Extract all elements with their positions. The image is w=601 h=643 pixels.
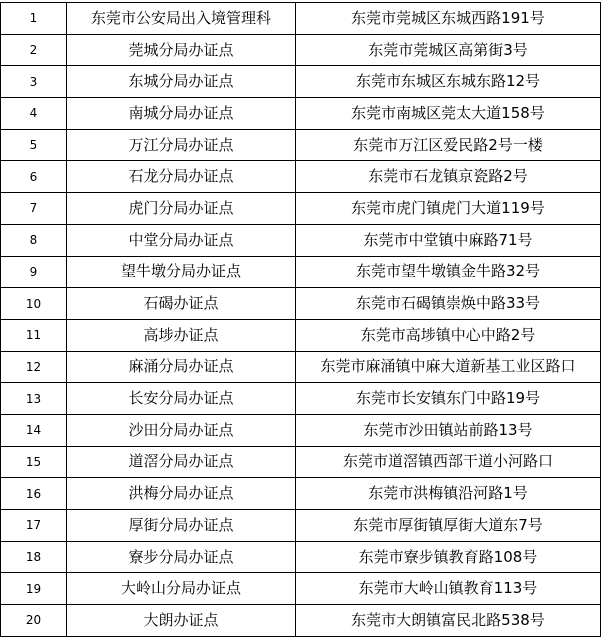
office-address-cell: 东莞市南城区莞太大道158号 (296, 98, 601, 130)
office-name-cell: 虎门分局办证点 (67, 193, 296, 225)
office-address-cell: 东莞市望牛墩镇金牛路32号 (296, 256, 601, 288)
office-address-cell: 东莞市万江区爱民路2号一楼 (296, 129, 601, 161)
row-number-cell: 4 (1, 98, 67, 130)
table-row (1, 3, 601, 35)
office-address-cell: 东莞市大朗镇富民北路538号 (296, 605, 601, 637)
row-number-cell: 12 (1, 351, 67, 383)
table-row (1, 288, 601, 320)
row-number-cell: 10 (1, 288, 67, 320)
row-number-cell: 1 (1, 3, 67, 35)
row-number-cell: 5 (1, 129, 67, 161)
row-number-cell: 6 (1, 161, 67, 193)
row-number-cell: 13 (1, 383, 67, 415)
office-name-cell: 大岭山分局办证点 (67, 573, 296, 605)
table-row (1, 478, 601, 510)
row-number-cell: 15 (1, 446, 67, 478)
row-number-cell: 2 (1, 34, 67, 66)
office-name-cell: 莞城分局办证点 (67, 34, 296, 66)
office-name-cell: 石碣办证点 (67, 288, 296, 320)
office-address-cell: 东莞市麻涌镇中麻大道新基工业区路口 (296, 351, 601, 383)
row-number-cell: 3 (1, 66, 67, 98)
office-name-cell: 中堂分局办证点 (67, 224, 296, 256)
office-name-cell: 麻涌分局办证点 (67, 351, 296, 383)
row-number-cell: 17 (1, 510, 67, 542)
table-row (1, 161, 601, 193)
table-row (1, 256, 601, 288)
office-name-cell: 高埗办证点 (67, 319, 296, 351)
table-row (1, 605, 601, 637)
row-number-cell: 8 (1, 224, 67, 256)
office-name-cell: 南城分局办证点 (67, 98, 296, 130)
table-row (1, 34, 601, 66)
office-address-cell: 东莞市道滘镇西部干道小河路口 (296, 446, 601, 478)
table-row (1, 573, 601, 605)
table-row (1, 129, 601, 161)
office-address-cell: 东莞市莞城区东城西路191号 (296, 3, 601, 35)
row-number-cell: 7 (1, 193, 67, 225)
office-name-cell: 寮步分局办证点 (67, 541, 296, 573)
row-number-cell: 20 (1, 605, 67, 637)
office-address-table (0, 2, 601, 637)
row-number-cell: 9 (1, 256, 67, 288)
table-row (1, 193, 601, 225)
office-name-cell: 大朗办证点 (67, 605, 296, 637)
office-name-cell: 石龙分局办证点 (67, 161, 296, 193)
table-row (1, 98, 601, 130)
office-address-cell: 东莞市石碣镇崇焕中路33号 (296, 288, 601, 320)
office-address-cell: 东莞市东城区东城东路12号 (296, 66, 601, 98)
office-name-cell: 望牛墩分局办证点 (67, 256, 296, 288)
office-address-cell: 东莞市长安镇东门中路19号 (296, 383, 601, 415)
row-number-cell: 18 (1, 541, 67, 573)
office-address-cell: 东莞市中堂镇中麻路71号 (296, 224, 601, 256)
table-row (1, 541, 601, 573)
office-address-cell: 东莞市大岭山镇教育113号 (296, 573, 601, 605)
table-row (1, 66, 601, 98)
table-body (1, 3, 601, 637)
office-name-cell: 万江分局办证点 (67, 129, 296, 161)
table-row (1, 446, 601, 478)
office-name-cell: 沙田分局办证点 (67, 414, 296, 446)
table-row (1, 319, 601, 351)
office-name-cell: 长安分局办证点 (67, 383, 296, 415)
office-address-cell: 东莞市洪梅镇沿河路1号 (296, 478, 601, 510)
table-row (1, 510, 601, 542)
office-name-cell: 东城分局办证点 (67, 66, 296, 98)
table-row (1, 414, 601, 446)
office-address-cell: 东莞市厚街镇厚街大道东7号 (296, 510, 601, 542)
row-number-cell: 19 (1, 573, 67, 605)
office-address-cell: 东莞市寮步镇教育路108号 (296, 541, 601, 573)
office-name-cell: 洪梅分局办证点 (67, 478, 296, 510)
office-name-cell: 厚街分局办证点 (67, 510, 296, 542)
row-number-cell: 11 (1, 319, 67, 351)
office-name-cell: 东莞市公安局出入境管理科 (67, 3, 296, 35)
office-address-cell: 东莞市石龙镇京瓷路2号 (296, 161, 601, 193)
office-address-cell: 东莞市沙田镇站前路13号 (296, 414, 601, 446)
row-number-cell: 16 (1, 478, 67, 510)
office-address-cell: 东莞市高埗镇中心中路2号 (296, 319, 601, 351)
office-name-cell: 道滘分局办证点 (67, 446, 296, 478)
row-number-cell: 14 (1, 414, 67, 446)
office-address-cell: 东莞市莞城区高第街3号 (296, 34, 601, 66)
table-row (1, 351, 601, 383)
table-row (1, 224, 601, 256)
office-address-cell: 东莞市虎门镇虎门大道119号 (296, 193, 601, 225)
table-row (1, 383, 601, 415)
